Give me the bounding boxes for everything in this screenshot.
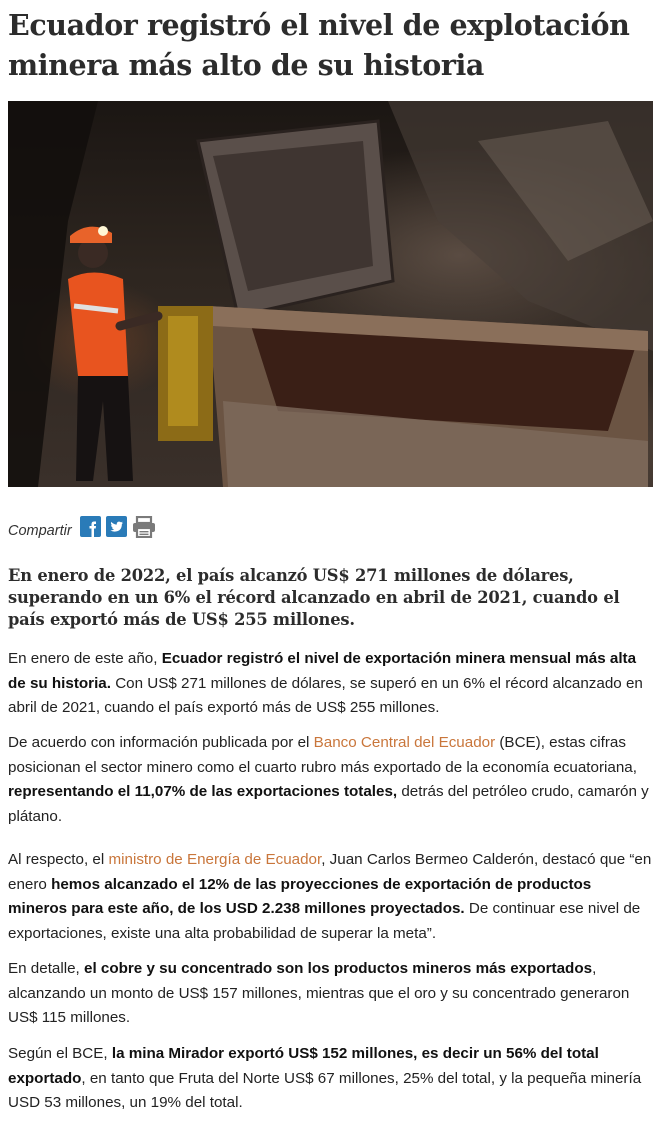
paragraph-bold: Ecuador registró el nivel de exportación minera mensual más alta de su historia. <box>8 650 637 692</box>
paragraph-bold: hemos alcanzado el 12% de las proyecciones de exportación de productos mineros para este año, de los USD 2.238 millones proyectados. <box>8 875 592 917</box>
article-title: Ecuador registró el nivel de explotación minera más alto de su historia <box>8 8 630 82</box>
link-banco-central[interactable]: Banco Central del Ecuador <box>313 734 496 751</box>
paragraph-bold: la mina Mirador exportó US$ 152 millones, es decir un 56% del total exportado <box>8 1045 599 1087</box>
paragraph-1 <box>8 647 653 721</box>
print-icon[interactable] <box>132 516 156 543</box>
paragraph-text: Al respecto, el <box>8 851 109 868</box>
share-label: Compartir <box>8 523 72 539</box>
paragraph-text: detrás del petróleo crudo, camarón y plátano. <box>8 783 649 825</box>
twitter-icon[interactable] <box>106 516 127 542</box>
paragraph-text: Con US$ 271 millones de dólares, se superó en un 6% el récord alcanzado en abril de 2021, cuando el país exportó más de US$ 255 millones. <box>8 674 643 716</box>
paragraph-3 <box>8 848 653 946</box>
paragraph-text: Según el BCE, <box>8 1045 112 1062</box>
paragraph-bold: representando el 11,07% de las exportaciones totales, <box>8 783 398 800</box>
share-bar <box>8 516 161 542</box>
paragraph-text: De continuar ese nivel de exportaciones, existe una alta probabilidad de superar la meta”. <box>8 900 641 942</box>
paragraph-2 <box>8 731 653 829</box>
paragraph-text: , alcanzando un monto de US$ 157 millones, mientras que el oro y su concentrado generaron US$ 115 millones. <box>8 960 630 1026</box>
article-header <box>8 0 653 85</box>
paragraph-5 <box>8 1042 653 1116</box>
facebook-icon[interactable] <box>80 516 101 542</box>
paragraph-4 <box>8 957 653 1031</box>
paragraph-text: En detalle, <box>8 960 84 977</box>
paragraph-text: , Juan Carlos Bermeo Calderón, destacó que “en enero <box>8 851 652 893</box>
paragraph-bold: el cobre y su concentrado son los productos mineros más exportados <box>84 960 593 977</box>
paragraph-text: De acuerdo con información publicada por el <box>8 734 314 751</box>
paragraph-text: , en tanto que Fruta del Norte US$ 67 millones, 25% del total, y la pequeña minería USD 53 millones, un 19% del total. <box>8 1069 642 1111</box>
hero-photo-mine <box>8 101 653 487</box>
paragraph-text: (BCE), estas cifras posicionan el sector minero como el cuarto rubro más exportado de la economía ecuatoriana, <box>8 734 637 776</box>
link-ministro-energia[interactable]: ministro de Energía de Ecuador <box>108 851 322 868</box>
article-lead: En enero de 2022, el país alcanzó US$ 271 millones de dólares, superando en un 6% el récord alcanzado en abril de 2021, cuando el país exportó más de US$ 255 millones. <box>8 566 620 629</box>
paragraph-text: En enero de este año, <box>8 650 162 667</box>
mine-illustration <box>8 101 653 487</box>
